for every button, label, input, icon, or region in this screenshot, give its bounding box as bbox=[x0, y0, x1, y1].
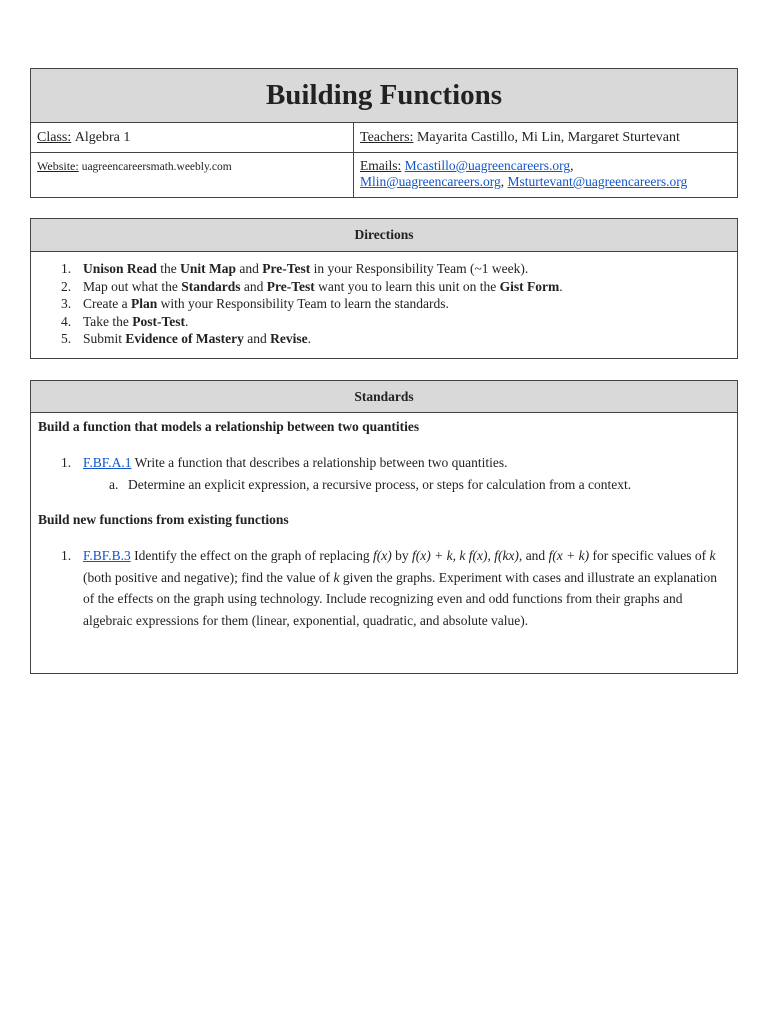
page-title: Building Functions bbox=[31, 69, 737, 123]
standards-box bbox=[30, 380, 738, 674]
directions-box bbox=[30, 218, 738, 359]
standard-group-title: Build a function that models a relationship between two quantities bbox=[38, 419, 420, 434]
class-cell bbox=[31, 123, 354, 152]
standards-heading: Standards bbox=[31, 381, 737, 413]
standard-item-fbfa1: 1. F.BF.A.1 Write a function that describes a relationship between two quantities. bbox=[61, 455, 508, 470]
list-item: 5. Submit Evidence of Mastery and Revise. bbox=[61, 331, 311, 346]
list-item: 3. Create a Plan with your Responsibility Team to learn the standards. bbox=[61, 296, 449, 311]
standard-link-fbfb3[interactable]: F.BF.B.3 bbox=[83, 548, 131, 563]
header-table bbox=[30, 68, 738, 198]
email-link-castillo[interactable]: Mcastillo@uagreencareers.org bbox=[404, 158, 571, 173]
directions-list bbox=[31, 252, 737, 348]
standard-item-fbfb3: 1. F.BF.B.3 Identify the effect on the graph of replacing f(x) by f(x) + k, k f(x), f(kx), and f(x + k) for specific values of k (both positive and negative); find the value of k given the graphs. Experiment with cases and illustrate an explanation of the effects on the graph using technology. Include recognizing even and odd functions from their graphs and algebraic expressions for them (linear, exponential, quadratic, and absolute value). bbox=[61, 548, 717, 628]
list-item: 1. Unison Read the Unit Map and Pre-Test in your Responsibility Team (~1 week). bbox=[61, 261, 529, 276]
list-item: 2. Map out what the Standards and Pre-Test want you to learn this unit on the Gist Form. bbox=[61, 278, 563, 294]
emails-label: Emails: bbox=[360, 158, 402, 173]
email-link-sturtevant[interactable]: Msturtevant@uagreencareers.org bbox=[507, 174, 688, 189]
list-item: 4. Take the Post-Test. bbox=[61, 313, 189, 329]
teachers-cell bbox=[354, 123, 737, 152]
teachers-value: Mayarita Castillo, Mi Lin, Margaret Sturtevant bbox=[416, 129, 680, 145]
teachers-label: Teachers: bbox=[360, 129, 414, 145]
standard-link-fbfa1[interactable]: F.BF.A.1 bbox=[83, 455, 132, 470]
website-value: uagreencareersmath.weebly.com bbox=[81, 161, 232, 173]
website-emails-row bbox=[31, 153, 737, 197]
email-link-lin[interactable]: Mlin@uagreencareers.org bbox=[360, 174, 501, 189]
website-cell bbox=[31, 153, 354, 197]
directions-heading: Directions bbox=[31, 219, 737, 252]
class-value: Algebra 1 bbox=[74, 129, 131, 145]
class-label: Class: bbox=[37, 129, 72, 145]
emails-cell: Emails: Mcastillo@uagreencareers.org, Mlin@uagreencareers.org, Msturtevant@uagreencareers.org bbox=[360, 158, 688, 189]
website-label: Website: bbox=[37, 159, 79, 173]
standard-group-title: Build new functions from existing functions bbox=[38, 512, 289, 527]
standard-subitem: a. Determine an explicit expression, a recursive process, or steps for calculation from a context. bbox=[109, 477, 632, 492]
class-teachers-row bbox=[31, 123, 737, 153]
